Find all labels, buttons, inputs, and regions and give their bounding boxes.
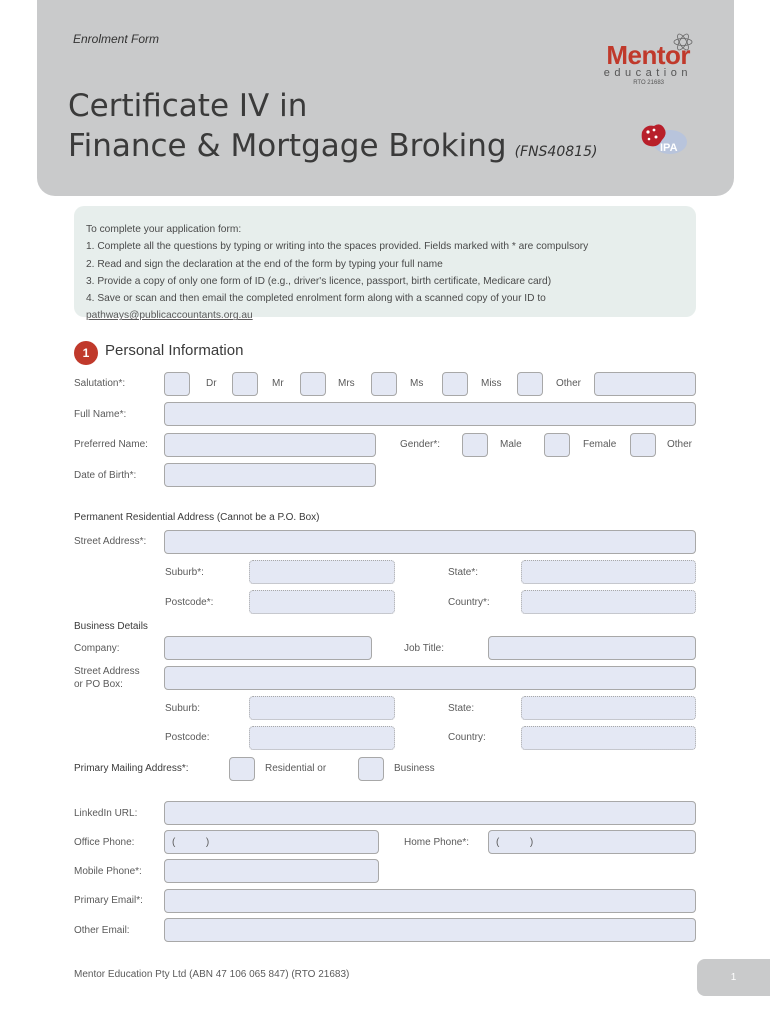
title-line-2: Finance & Mortgage Broking (FNS40815)	[68, 128, 598, 164]
business-country-label: Country:	[448, 732, 486, 743]
dob-label: Date of Birth*:	[74, 470, 137, 481]
salutation-miss-checkbox[interactable]	[442, 372, 468, 396]
salutation-mrs-label: Mrs	[338, 378, 355, 389]
home-phone-input[interactable]	[488, 830, 696, 854]
form-type-label: Enrolment Form	[73, 32, 160, 46]
home-phone-format: ( )	[496, 837, 534, 848]
business-heading: Business Details	[74, 621, 148, 632]
mentor-logo	[572, 40, 692, 86]
instruction-step-4: 4. Save or scan and then email the completed enrolment form along with a scanned copy of your ID to pathways@publicaccountants.org.au	[86, 293, 546, 322]
salutation-other-checkbox[interactable]	[517, 372, 543, 396]
suburb-label: Suburb*:	[165, 567, 204, 578]
instruction-step-2: 2. Read and sign the declaration at the end of the form by typing your full name	[86, 258, 443, 270]
preferred-name-input[interactable]	[164, 433, 376, 457]
section-title: Personal Information	[105, 342, 244, 359]
preferred-name-label: Preferred Name:	[74, 439, 148, 450]
header-banner	[37, 0, 734, 196]
ipa-logo	[636, 120, 688, 162]
atom-icon	[672, 32, 694, 52]
country-label: Country*:	[448, 597, 490, 608]
postcode-label: Postcode*:	[165, 597, 214, 608]
business-state-input[interactable]	[521, 696, 696, 720]
salutation-miss-label: Miss	[481, 378, 502, 389]
postcode-input[interactable]	[249, 590, 395, 614]
dob-input[interactable]	[164, 463, 376, 487]
email-link[interactable]: pathways@publicaccountants.org.au	[86, 310, 253, 322]
residential-heading: Permanent Residential Address (Cannot be a P.O. Box)	[74, 512, 320, 523]
company-input[interactable]	[164, 636, 372, 660]
business-suburb-label: Suburb:	[165, 703, 201, 714]
mailing-residential-label: Residential or	[265, 763, 327, 774]
gender-female-label: Female	[583, 439, 617, 450]
office-phone-input[interactable]	[164, 830, 379, 854]
office-phone-format: ( )	[172, 837, 210, 848]
other-email-input[interactable]	[164, 918, 696, 942]
instructions-intro: To complete your application form:	[86, 224, 242, 235]
gender-male-checkbox[interactable]	[462, 433, 488, 457]
salutation-label: Salutation*:	[74, 378, 126, 389]
full-name-input[interactable]	[164, 402, 696, 426]
linkedin-input[interactable]	[164, 801, 696, 825]
mailing-address-label: Primary Mailing Address*:	[74, 763, 189, 774]
mobile-phone-input[interactable]	[164, 859, 379, 883]
suburb-input[interactable]	[249, 560, 395, 584]
mailing-residential-checkbox[interactable]	[229, 757, 255, 781]
country-input[interactable]	[521, 590, 696, 614]
mailing-business-checkbox[interactable]	[358, 757, 384, 781]
section-number-badge: 1	[74, 341, 98, 365]
instructions-box	[74, 206, 696, 322]
salutation-other-input[interactable]	[594, 372, 696, 396]
business-street-input[interactable]	[164, 666, 696, 690]
salutation-mr-label: Mr	[272, 378, 284, 389]
svg-text:IPA: IPA	[660, 142, 678, 154]
business-postcode-input[interactable]	[249, 726, 395, 750]
street-address-label: Street Address*:	[74, 536, 147, 547]
business-postcode-label: Postcode:	[165, 732, 210, 743]
page-number: 1	[697, 959, 770, 996]
business-street-label: Street Address or PO Box:	[74, 666, 140, 690]
mailing-business-label: Business	[394, 763, 435, 774]
street-address-input[interactable]	[164, 530, 696, 554]
primary-email-label: Primary Email*:	[74, 895, 143, 906]
salutation-dr-checkbox[interactable]	[164, 372, 190, 396]
state-input[interactable]	[521, 560, 696, 584]
state-label: State*:	[448, 567, 479, 578]
gender-female-checkbox[interactable]	[544, 433, 570, 457]
business-state-label: State:	[448, 703, 475, 714]
company-label: Company:	[74, 643, 120, 654]
logo-rto: RTO 21683	[633, 80, 664, 86]
home-phone-label: Home Phone*:	[404, 837, 470, 848]
office-phone-label: Office Phone:	[74, 837, 135, 848]
gender-other-label: Other	[667, 439, 693, 450]
mobile-phone-label: Mobile Phone*:	[74, 866, 142, 877]
footer-company: Mentor Education Pty Ltd (ABN 47 106 065 847) (RTO 21683)	[74, 969, 350, 980]
instruction-step-3: 3. Provide a copy of only one form of ID (e.g., driver's licence, passport, birth certificate, Medicare card)	[86, 275, 552, 287]
business-suburb-input[interactable]	[249, 696, 395, 720]
gender-male-label: Male	[500, 439, 522, 450]
page-title	[68, 86, 597, 172]
other-email-label: Other Email:	[74, 925, 130, 936]
salutation-dr-label: Dr	[206, 378, 217, 389]
course-code: (FNS40815)	[514, 144, 598, 160]
gender-other-checkbox[interactable]	[630, 433, 656, 457]
salutation-mr-checkbox[interactable]	[232, 372, 258, 396]
salutation-ms-checkbox[interactable]	[371, 372, 397, 396]
business-country-input[interactable]	[521, 726, 696, 750]
logo-subtitle: education	[603, 67, 692, 79]
job-title-label: Job Title:	[404, 643, 445, 654]
salutation-mrs-checkbox[interactable]	[300, 372, 326, 396]
title-line-1: Certificate IV in	[68, 88, 308, 124]
linkedin-label: LinkedIn URL:	[74, 808, 138, 819]
job-title-input[interactable]	[488, 636, 696, 660]
instruction-step-1: 1. Complete all the questions by typing or writing into the spaces provided. Fields marked with * are compulsory	[86, 241, 589, 253]
primary-email-input[interactable]	[164, 889, 696, 913]
full-name-label: Full Name*:	[74, 409, 127, 420]
logo-name: Mentor	[606, 40, 690, 70]
salutation-ms-label: Ms	[410, 378, 424, 389]
gender-label: Gender*:	[400, 439, 441, 450]
salutation-other-label: Other	[556, 378, 582, 389]
